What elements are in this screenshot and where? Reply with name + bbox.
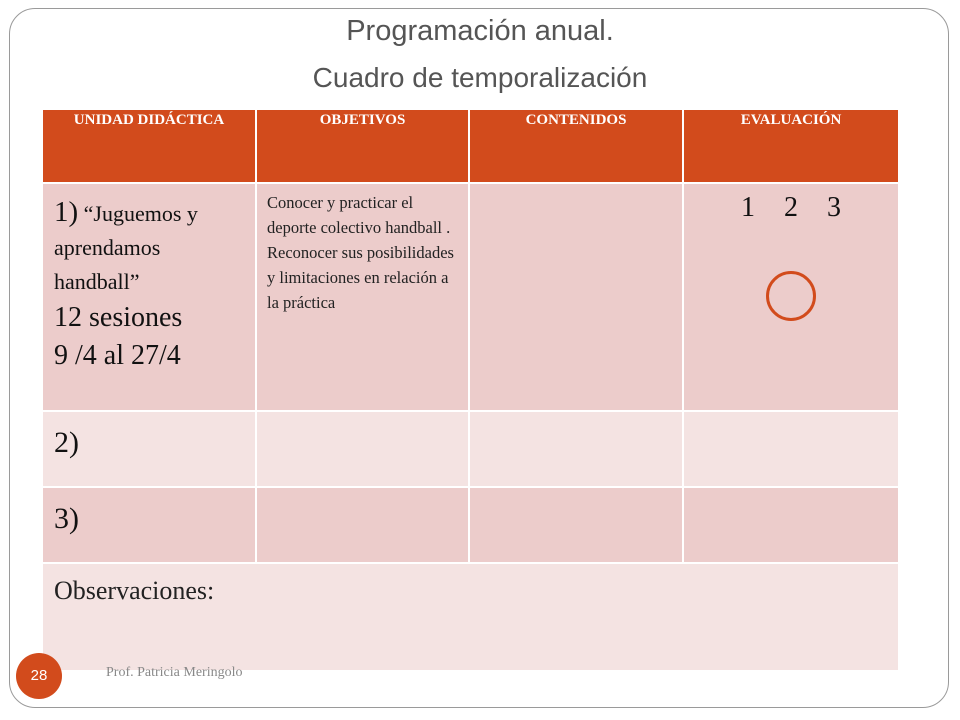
unit-sessions: 12 sesiones [54,302,183,333]
page-number-badge: 28 [16,653,62,699]
slide-title [0,14,960,96]
evaluation-scale: 1 2 3 [741,192,841,223]
observations-row [42,563,899,671]
header-contenidos: CONTENIDOS [469,109,683,183]
schedule-table [41,108,900,672]
header-objetivos: OBJETIVOS [256,109,469,183]
header-unidad: UNIDAD DIDÁCTICA [42,109,256,183]
objectives-cell [256,183,469,411]
empty-cell [683,487,899,563]
unit-number: 2) [54,426,79,459]
unit-number: 3) [54,502,79,535]
unit-name-part-1: “Juguemos y [78,201,198,226]
empty-cell [469,487,683,563]
unit-name-part-2: aprendamos handball” [54,235,161,294]
table-row [42,183,899,411]
empty-cell [256,487,469,563]
table-row [42,411,899,487]
unit-cell [42,183,256,411]
footer-author: Prof. Patricia Meringolo [106,665,243,680]
empty-cell [256,411,469,487]
title-line-2: Cuadro de temporalización [312,62,648,94]
table-header-row [42,109,899,183]
title-line-1: Programación anual. [346,15,614,47]
header-evaluacion: EVALUACIÓN [683,109,899,183]
table-row [42,487,899,563]
observations-label: Observaciones: [54,576,215,605]
unit-number: 1) [54,196,79,228]
circle-mark-icon [766,271,816,321]
objectives-text: Conocer y practicar el deporte colectivo handball . Reconocer sus posibilidades y limitaciones en relación a la práctica [267,193,454,312]
evaluation-cell [683,183,899,411]
empty-cell [683,411,899,487]
unit-dates: 9 /4 al 27/4 [54,340,181,371]
empty-cell [469,411,683,487]
contents-cell [469,183,683,411]
